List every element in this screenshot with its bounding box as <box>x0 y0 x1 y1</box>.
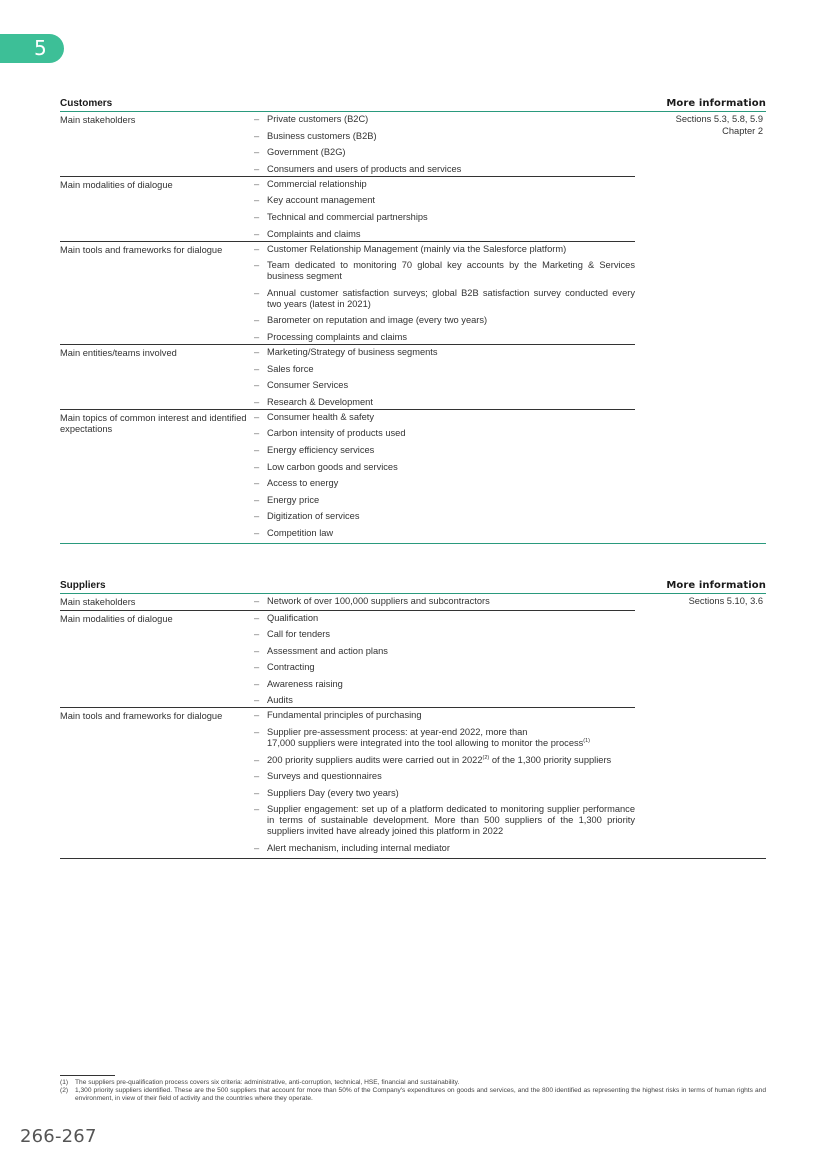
footnote-rule <box>60 1075 115 1076</box>
table-row <box>60 594 635 610</box>
list-item: – Awareness raising <box>253 679 635 690</box>
list-item: – Supplier engagement: set up of a platform dedicated to monitoring supplier performance in terms of sustainable development. More than 500 suppliers of the 1,300 priority suppliers invited have already joined this platform in 2022 <box>253 804 635 837</box>
row-label: Main modalities of dialogue <box>60 179 173 190</box>
footnote-text: 1,300 priority suppliers identified. These are the 500 suppliers that account for more than 50% of the Company's expenditures on goods and services, and the 800 identified as representing the highest risks in terms of human rights and environment, in view of their field of activity and the countries where they operate. <box>75 1087 766 1102</box>
footnote <box>60 1079 766 1087</box>
row-label: Main stakeholders <box>60 115 136 125</box>
list-item: – Customer Relationship Management (mainly via the Salesforce platform) <box>253 244 635 255</box>
references <box>676 114 763 137</box>
row-items <box>253 710 635 854</box>
list-item: – Audits <box>253 695 635 706</box>
reference: Sections 5.10, 3.6 <box>688 596 763 606</box>
row-items <box>253 347 635 408</box>
list-item: – Alert mechanism, including internal mediator <box>253 843 635 854</box>
footnotes <box>60 1079 766 1103</box>
more-information-label: More information <box>666 580 766 591</box>
customers-section <box>60 96 766 544</box>
table-row <box>60 344 635 409</box>
list-item: – Low carbon goods and services <box>253 462 635 473</box>
row-items <box>253 244 635 343</box>
list-item: – Contracting <box>253 662 635 673</box>
list-item <box>253 755 635 766</box>
list-item: – Network of over 100,000 suppliers and subcontractors <box>253 596 635 607</box>
row-items <box>253 412 635 539</box>
list-item: – Barometer on reputation and image (every two years) <box>253 315 635 326</box>
page-number: 266-267 <box>20 1126 97 1147</box>
list-item: – Carbon intensity of products used <box>253 428 635 439</box>
list-item-text: 200 priority suppliers audits were carried out in 2022 <box>267 754 483 765</box>
section-divider <box>60 543 766 544</box>
list-item: – Research & Development <box>253 397 635 408</box>
reference: Chapter 2 <box>722 125 763 136</box>
more-information-label: More information <box>666 98 766 109</box>
list-item: – Processing complaints and claims <box>253 332 635 343</box>
list-item: – Annual customer satisfaction surveys; global B2B satisfaction survey conducted every two years (latest in 2021) <box>253 288 635 310</box>
row-label: Main tools and frameworks for dialogue <box>60 244 223 255</box>
list-item: – Energy price <box>253 495 635 506</box>
list-item: – Consumer health & safety <box>253 412 635 423</box>
table-row <box>60 409 635 540</box>
table-row <box>60 610 635 708</box>
list-item: – Competition law <box>253 528 635 539</box>
row-items <box>253 179 635 240</box>
list-item: – Marketing/Strategy of business segments <box>253 347 635 358</box>
list-item: – Sales force <box>253 364 635 375</box>
row-label: Main entities/teams involved <box>60 347 177 358</box>
section-divider <box>60 858 766 859</box>
row-items <box>253 596 635 609</box>
list-item: – Technical and commercial partnerships <box>253 212 635 223</box>
list-item: – Assessment and action plans <box>253 646 635 657</box>
list-item: – Suppliers Day (every two years) <box>253 788 635 799</box>
list-item: – Team dedicated to monitoring 70 global key accounts by the Marketing & Services business segment <box>253 260 635 282</box>
table-row <box>60 707 635 855</box>
table-row <box>60 176 635 241</box>
list-item: – Private customers (B2C) <box>253 114 635 125</box>
list-item: – Complaints and claims <box>253 229 635 240</box>
list-item: – Digitization of services <box>253 511 635 522</box>
list-item: – Fundamental principles of purchasing <box>253 710 635 721</box>
references <box>689 596 763 608</box>
footnote-text: The suppliers pre-qualification process covers six criteria: administrative, anti-corruption, technical, HSE, financial and sustainability. <box>75 1079 460 1086</box>
list-item: – Surveys and questionnaires <box>253 771 635 782</box>
list-item: – Business customers (B2B) <box>253 131 635 142</box>
row-label: Main tools and frameworks for dialogue <box>60 711 223 722</box>
footnote-ref: (1) <box>583 737 591 744</box>
list-item: – Consumer Services <box>253 380 635 391</box>
list-item: – Consumers and users of products and services <box>253 164 635 175</box>
table-row <box>60 112 635 176</box>
footnote <box>60 1087 766 1103</box>
customers-header <box>60 96 766 112</box>
row-label: Main modalities of dialogue <box>60 613 173 624</box>
list-item-text: 17,000 suppliers were integrated into the tool allowing to monitor the process <box>267 738 584 749</box>
section-title: Customers <box>60 98 113 109</box>
table-row <box>60 241 635 344</box>
list-item: – Government (B2G) <box>253 147 635 158</box>
row-items <box>253 114 635 175</box>
list-item-text: of the 1,300 priority suppliers <box>491 754 612 765</box>
list-item: – Energy efficiency services <box>253 445 635 456</box>
list-item: – Qualification <box>253 613 635 624</box>
list-item-text: Supplier pre-assessment process: at year-end 2022, more than <box>267 727 528 738</box>
list-item <box>253 727 635 749</box>
list-item: – Key account management <box>253 195 635 206</box>
suppliers-header <box>60 578 766 594</box>
chapter-badge: 5 <box>0 34 64 63</box>
row-label: Main topics of common interest and identified expectations <box>60 412 247 435</box>
section-title: Suppliers <box>60 580 106 591</box>
list-item: – Commercial relationship <box>253 179 635 190</box>
suppliers-section <box>60 578 766 859</box>
row-label: Main stakeholders <box>60 597 136 607</box>
row-items <box>253 613 635 707</box>
footnote-number: (1) <box>60 1079 69 1086</box>
list-item: – Call for tenders <box>253 629 635 640</box>
footnote-ref: (2) <box>482 754 490 761</box>
list-item: – Access to energy <box>253 478 635 489</box>
reference: Sections 5.3, 5.8, 5.9 <box>675 114 763 124</box>
footnote-number: (2) <box>60 1087 69 1094</box>
